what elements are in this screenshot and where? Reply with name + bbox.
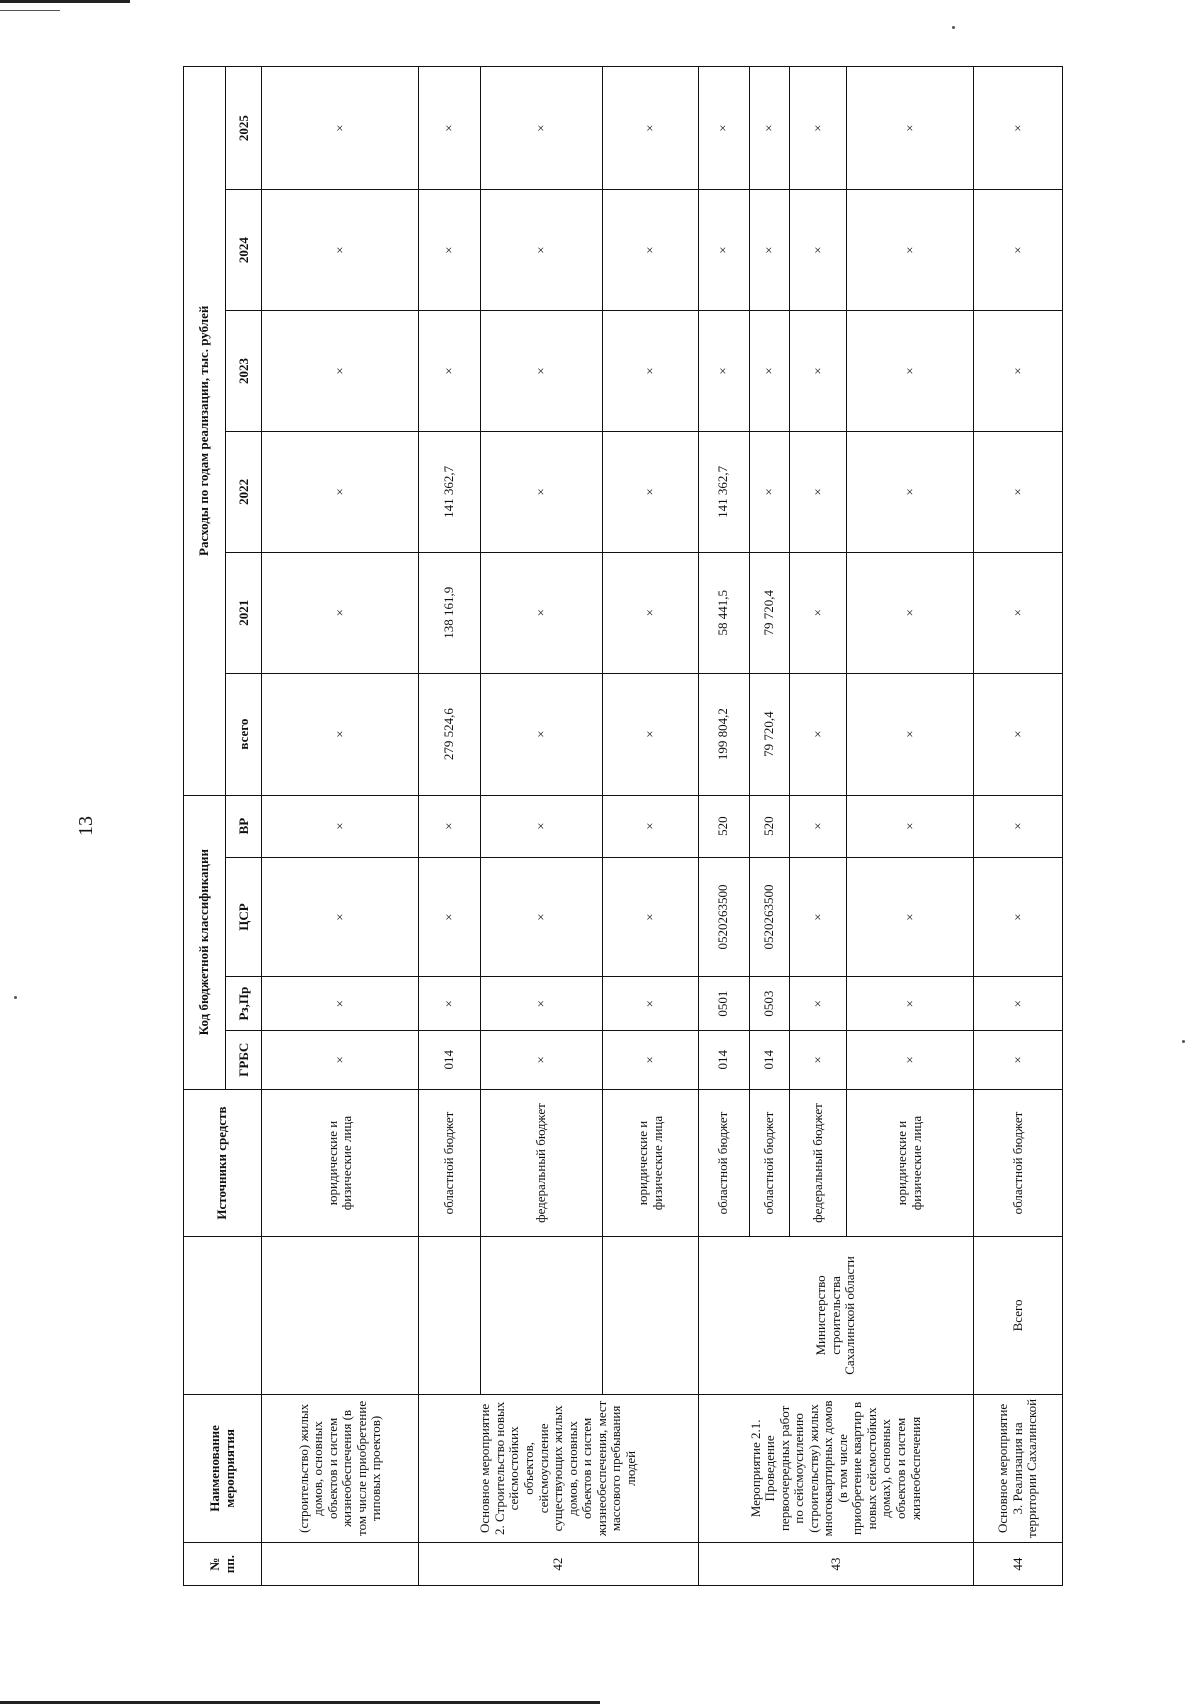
header-executor — [184, 1237, 262, 1394]
cell-2023: × — [789, 311, 846, 432]
cell-2022: × — [262, 431, 419, 552]
cell-vr: 520 — [749, 795, 789, 857]
row-source: юридические и физические лица — [603, 1089, 698, 1237]
header-vr: ВР — [226, 795, 262, 857]
header-2024: 2024 — [226, 190, 262, 311]
cell-rzpr: × — [603, 977, 698, 1030]
cell-grbs: 014 — [419, 1030, 480, 1089]
cell-2022: × — [974, 431, 1063, 552]
cell-total: 79 720,4 — [749, 673, 789, 795]
row-executor — [603, 1237, 698, 1394]
cell-2023: × — [749, 311, 789, 432]
cell-2022: × — [480, 431, 603, 552]
row-executor: Всего — [974, 1237, 1063, 1394]
cell-2021: 79 720,4 — [749, 552, 789, 673]
cell-vr: × — [262, 795, 419, 857]
cell-grbs: × — [603, 1030, 698, 1089]
cell-2024: × — [974, 190, 1063, 311]
row-source: областной бюджет — [749, 1089, 789, 1237]
table-row — [603, 67, 698, 1586]
cell-2024: × — [749, 190, 789, 311]
cell-2024: × — [603, 190, 698, 311]
row-executor: Министерство строительства Сахалинской области — [698, 1237, 973, 1394]
cell-vr: × — [846, 795, 973, 857]
cell-2021: 138 161,9 — [419, 552, 480, 673]
cell-2025: × — [974, 67, 1063, 190]
cell-2021: × — [603, 552, 698, 673]
row-executor — [419, 1237, 480, 1394]
scan-edge-top-thin — [0, 10, 60, 11]
row-name: (строительство) жилых домов, основных объектов и систем жизнеобеспечения (в том числе приобретение типовых проектов) — [262, 1394, 419, 1543]
cell-csr: × — [480, 857, 603, 977]
row-no: 42 — [419, 1543, 699, 1586]
cell-2025: × — [749, 67, 789, 190]
cell-2022: 141 362,7 — [419, 431, 480, 552]
scan-edge-top — [0, 0, 130, 3]
cell-2023: × — [262, 311, 419, 432]
cell-grbs: 014 — [749, 1030, 789, 1089]
cell-rzpr: 0501 — [698, 977, 749, 1030]
cell-2021: × — [846, 552, 973, 673]
row-source: областной бюджет — [698, 1089, 749, 1237]
cell-grbs: × — [789, 1030, 846, 1089]
cell-total: × — [846, 673, 973, 795]
row-name: Мероприятие 2.1. Проведение первоочередных работ по сейсмоусилению (строительству) жилых многоквартирных домов (в том числе приобретение квартир в новых сейсмостойких домах), основных объектов и систем жизнеобеспечения — [698, 1394, 973, 1543]
header-no: № пп. — [184, 1543, 262, 1586]
scan-speck — [952, 26, 955, 29]
cell-vr: × — [480, 795, 603, 857]
cell-2022: × — [789, 431, 846, 552]
cell-2022: × — [846, 431, 973, 552]
row-source: федеральный бюджет — [480, 1089, 603, 1237]
rotated-page — [75, 66, 1063, 1586]
cell-2023: × — [974, 311, 1063, 432]
cell-csr: × — [974, 857, 1063, 977]
cell-grbs: 014 — [698, 1030, 749, 1089]
cell-2022: × — [603, 431, 698, 552]
cell-2023: × — [603, 311, 698, 432]
cell-csr: 0520263500 — [749, 857, 789, 977]
header-2021: 2021 — [226, 552, 262, 673]
row-name: Основное мероприятие 3. Реализация на территории Сахалинской — [974, 1394, 1063, 1543]
cell-total: × — [262, 673, 419, 795]
cell-vr: × — [419, 795, 480, 857]
header-2022: 2022 — [226, 431, 262, 552]
table-row — [262, 67, 419, 1586]
row-source: федеральный бюджет — [789, 1089, 846, 1237]
cell-total: × — [603, 673, 698, 795]
cell-2022: × — [749, 431, 789, 552]
header-source: Источники средств — [184, 1089, 262, 1237]
row-executor — [262, 1237, 419, 1394]
cell-total: × — [789, 673, 846, 795]
cell-2025: × — [419, 67, 480, 190]
row-source: областной бюджет — [974, 1089, 1063, 1237]
header-expenses-group: Расходы по годам реализации, тыс. рублей — [184, 67, 226, 796]
cell-csr: 0520263500 — [698, 857, 749, 977]
cell-2025: × — [480, 67, 603, 190]
scan-speck — [14, 996, 17, 999]
cell-2023: × — [846, 311, 973, 432]
cell-2024: × — [789, 190, 846, 311]
scan-speck — [1182, 1040, 1185, 1043]
cell-total: × — [480, 673, 603, 795]
cell-2022: 141 362,7 — [698, 431, 749, 552]
header-2025: 2025 — [226, 67, 262, 190]
cell-vr: 520 — [698, 795, 749, 857]
cell-2021: × — [262, 552, 419, 673]
header-2023: 2023 — [226, 311, 262, 432]
header-csr: ЦСР — [226, 857, 262, 977]
table-row — [974, 67, 1063, 1586]
cell-rzpr: × — [262, 977, 419, 1030]
table-row — [480, 67, 603, 1586]
cell-csr: × — [603, 857, 698, 977]
cell-2023: × — [480, 311, 603, 432]
cell-vr: × — [789, 795, 846, 857]
header-rzpr: Рз,Пр — [226, 977, 262, 1030]
cell-vr: × — [974, 795, 1063, 857]
row-source: юридические и физические лица — [846, 1089, 973, 1237]
cell-total: 199 804,2 — [698, 673, 749, 795]
cell-2023: × — [698, 311, 749, 432]
header-code-group: Код бюджетной классификации — [184, 795, 226, 1089]
row-source: юридические и физические лица — [262, 1089, 419, 1237]
header-grbs: ГРБС — [226, 1030, 262, 1089]
cell-2024: × — [480, 190, 603, 311]
cell-vr: × — [603, 795, 698, 857]
row-source: областной бюджет — [419, 1089, 480, 1237]
header-total: всего — [226, 673, 262, 795]
cell-rzpr: 0503 — [749, 977, 789, 1030]
row-no: 44 — [974, 1543, 1063, 1586]
row-no — [262, 1543, 419, 1586]
cell-grbs: × — [480, 1030, 603, 1089]
cell-2025: × — [698, 67, 749, 190]
header-row-1 — [184, 67, 226, 1586]
cell-2024: × — [846, 190, 973, 311]
row-executor — [480, 1237, 603, 1394]
cell-grbs: × — [262, 1030, 419, 1089]
cell-2021: × — [974, 552, 1063, 673]
cell-rzpr: × — [974, 977, 1063, 1030]
cell-2021: × — [480, 552, 603, 673]
cell-rzpr: × — [419, 977, 480, 1030]
cell-total: × — [974, 673, 1063, 795]
cell-2021: 58 441,5 — [698, 552, 749, 673]
cell-2024: × — [419, 190, 480, 311]
cell-total: 279 524,6 — [419, 673, 480, 795]
header-name: Наименование мероприятия — [184, 1394, 262, 1543]
cell-2024: × — [698, 190, 749, 311]
row-no: 43 — [698, 1543, 973, 1586]
budget-table — [183, 66, 1063, 1586]
row-name: Основное мероприятие 2. Строительство новых сейсмостойких объектов, сейсмоусиление существующих жилых домов, основных объектов и систем жизнеобеспечения, мест массового пребывания людей — [419, 1394, 699, 1543]
cell-2025: × — [789, 67, 846, 190]
cell-csr: × — [789, 857, 846, 977]
page-number: 13 — [75, 816, 97, 836]
table-row — [419, 67, 480, 1586]
cell-grbs: × — [974, 1030, 1063, 1089]
cell-csr: × — [846, 857, 973, 977]
cell-2025: × — [603, 67, 698, 190]
cell-2023: × — [419, 311, 480, 432]
cell-grbs: × — [846, 1030, 973, 1089]
cell-2025: × — [846, 67, 973, 190]
cell-rzpr: × — [480, 977, 603, 1030]
cell-rzpr: × — [789, 977, 846, 1030]
cell-2025: × — [262, 67, 419, 190]
cell-2024: × — [262, 190, 419, 311]
cell-rzpr: × — [846, 977, 973, 1030]
table-row — [698, 67, 749, 1586]
cell-2021: × — [789, 552, 846, 673]
cell-csr: × — [262, 857, 419, 977]
cell-csr: × — [419, 857, 480, 977]
